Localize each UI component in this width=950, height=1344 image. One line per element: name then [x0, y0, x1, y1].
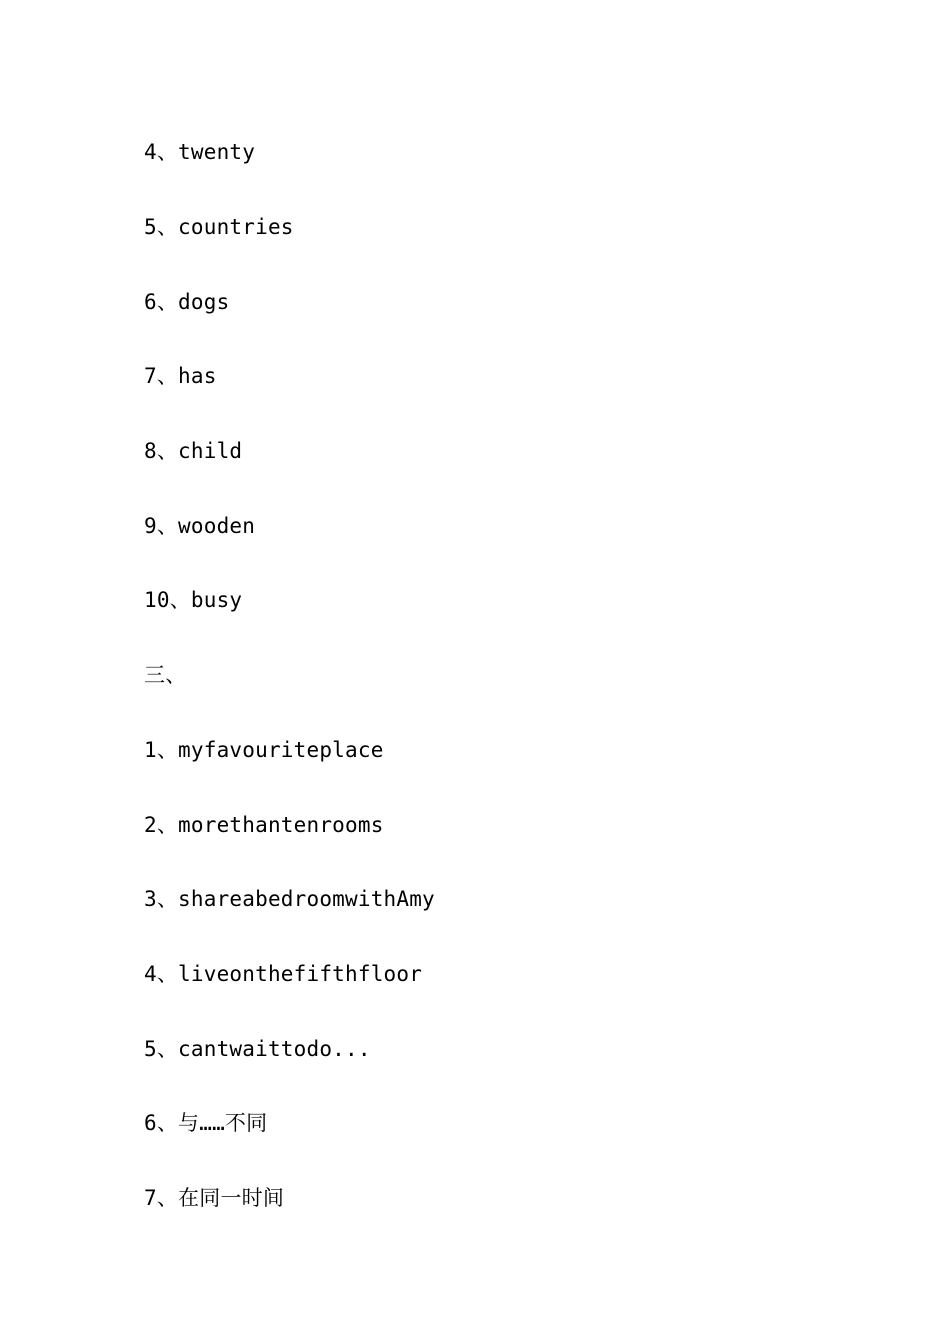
answer-line: 8、child	[144, 439, 243, 463]
answer-line: 10、busy	[144, 588, 243, 612]
answer-line: 9、wooden	[144, 514, 256, 538]
answer-line: 4、twenty	[144, 140, 256, 164]
answer-line: 5、cantwaittodo...	[144, 1037, 371, 1061]
answer-line: 6、与……不同	[144, 1111, 268, 1135]
answer-line: 1、myfavouriteplace	[144, 738, 384, 762]
answer-line: 2、morethantenrooms	[144, 813, 384, 837]
answer-line: 7、has	[144, 364, 217, 388]
section-heading: 三、	[144, 663, 187, 687]
answer-line: 4、liveonthefifthfloor	[144, 962, 423, 986]
answer-line: 6、dogs	[144, 290, 230, 314]
answer-line: 3、shareabedroomwithAmy	[144, 887, 435, 911]
answer-line: 7、在同一时间	[144, 1186, 285, 1210]
answer-line: 5、countries	[144, 215, 294, 239]
